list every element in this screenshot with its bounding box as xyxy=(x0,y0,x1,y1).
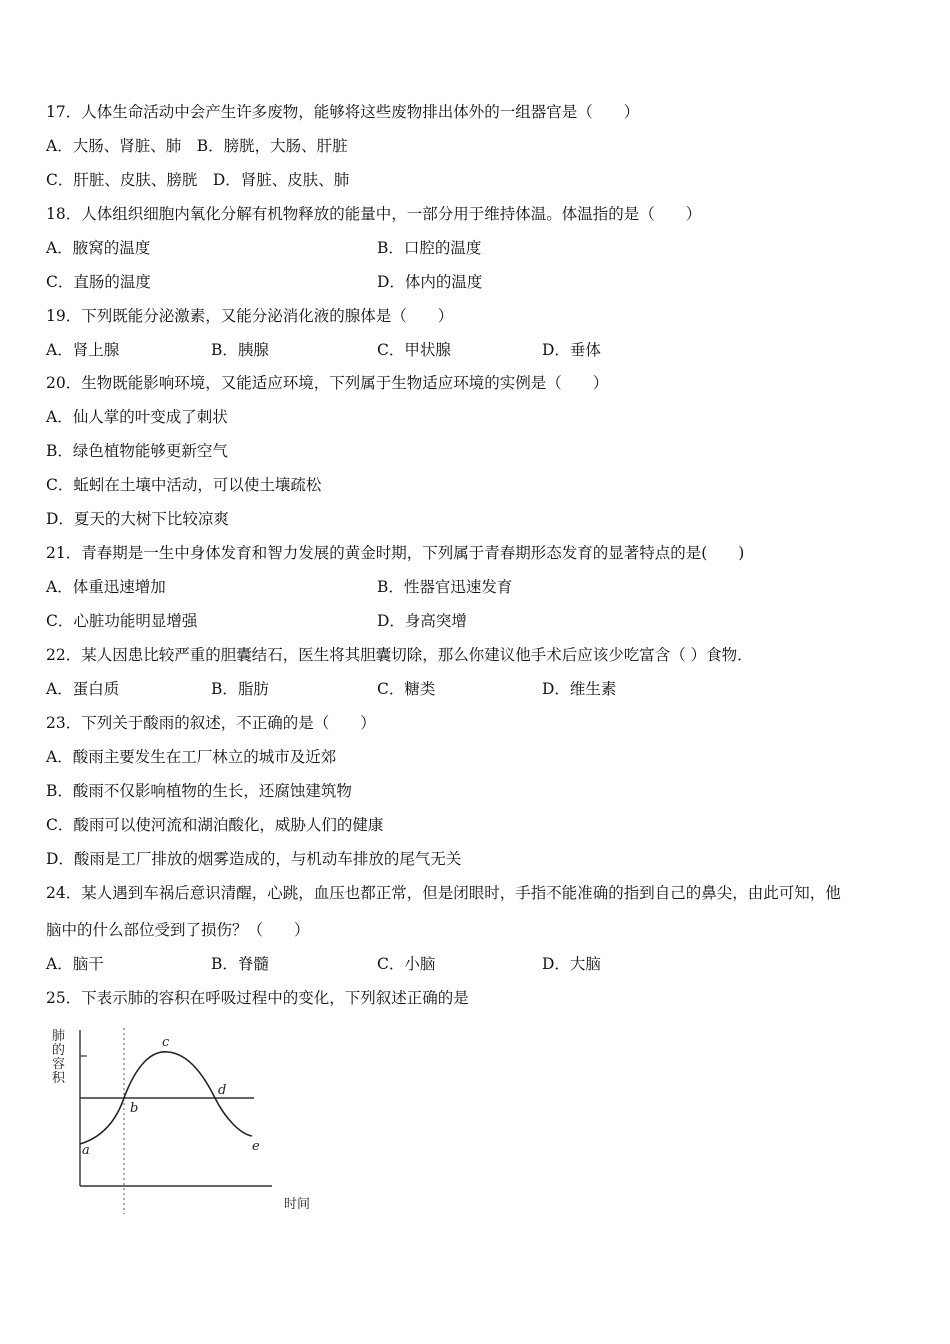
question-18-option-c: C．直肠的温度 xyxy=(46,273,151,291)
question-21-option-b: B．性器官迅速发育 xyxy=(377,578,513,596)
question-18-option-d: D．体内的温度 xyxy=(377,273,483,291)
question-22-option-d: D．维生素 xyxy=(542,680,617,698)
lung-volume-figure xyxy=(40,1018,340,1218)
question-23-option-b: B．酸雨不仅影响植物的生长，还腐蚀建筑物 xyxy=(46,782,352,800)
question-20-option-c: C．蚯蚓在土壤中活动，可以使土壤疏松 xyxy=(46,476,322,494)
question-21-option-a: A．体重迅速增加 xyxy=(46,578,166,596)
question-25-stem: 25．下表示肺的容积在呼吸过程中的变化，下列叙述正确的是 xyxy=(46,989,469,1007)
x-axis-label: 时间 xyxy=(284,1197,311,1212)
point-label-c: c xyxy=(162,1035,170,1050)
question-21-option-c: C．心脏功能明显增强 xyxy=(46,612,198,630)
question-22-option-c: C．糖类 xyxy=(377,680,436,698)
point-label-a: a xyxy=(82,1143,90,1158)
question-19-stem: 19．下列既能分泌激素，又能分泌消化液的腺体是（ ） xyxy=(46,307,454,325)
question-19-option-a: A．肾上腺 xyxy=(46,341,120,359)
point-label-d: d xyxy=(218,1083,227,1098)
question-20-option-d: D．夏天的大树下比较凉爽 xyxy=(46,510,229,528)
question-19-option-c: C．甲状腺 xyxy=(377,341,451,359)
question-23-option-d: D．酸雨是工厂排放的烟雾造成的，与机动车排放的尾气无关 xyxy=(46,850,462,868)
question-20-stem: 20．生物既能影响环境，又能适应环境，下列属于生物适应环境的实例是（ ） xyxy=(46,374,609,392)
point-label-b: b xyxy=(130,1101,139,1116)
question-24-option-d: D．大脑 xyxy=(542,955,601,973)
question-22-option-a: A．蛋白质 xyxy=(46,680,120,698)
question-24-option-c: C．小脑 xyxy=(377,955,436,973)
question-20-option-b: B．绿色植物能够更新空气 xyxy=(46,442,228,460)
question-23-option-a: A．酸雨主要发生在工厂林立的城市及近郊 xyxy=(46,748,337,766)
question-17-options-row-2: C．肝脏、皮肤、膀胱 D．肾脏、皮肤、肺 xyxy=(46,171,350,189)
question-24-stem-continued: 脑中的什么部位受到了损伤？（ ） xyxy=(46,921,310,939)
question-18-option-b: B．口腔的温度 xyxy=(377,239,482,257)
question-17-stem: 17．人体生命活动中会产生许多废物，能够将这些废物排出体外的一组器官是（ ） xyxy=(46,103,640,121)
question-21-option-d: D．身高突增 xyxy=(377,612,467,630)
question-18-stem: 18．人体组织细胞内氧化分解有机物释放的能量中，一部分用于维持体温。体温指的是（ ） xyxy=(46,205,702,223)
question-18-option-a: A．腋窝的温度 xyxy=(46,239,151,257)
question-24-option-b: B．脊髓 xyxy=(211,955,269,973)
point-label-e: e xyxy=(252,1139,260,1154)
question-23-option-c: C．酸雨可以使河流和湖泊酸化，威胁人们的健康 xyxy=(46,816,384,834)
question-17-options-row-1: A．大肠、肾脏、肺 B．膀胱，大肠、肝脏 xyxy=(46,137,348,155)
question-24-stem: 24．某人遇到车祸后意识清醒，心跳，血压也都正常，但是闭眼时，手指不能准确的指到自己的鼻尖，由此可知，他 xyxy=(46,884,841,902)
question-21-stem: 21．青春期是一生中身体发育和智力发展的黄金时期，下列属于青春期形态发育的显著特点的是( ) xyxy=(46,544,745,562)
question-24-option-a: A．脑干 xyxy=(46,955,104,973)
question-22-stem: 22．某人因患比较严重的胆囊结石，医生将其胆囊切除，那么你建议他手术后应该少吃富含（ ）食物． xyxy=(46,646,753,664)
question-19-option-d: D．垂体 xyxy=(542,341,601,359)
y-axis-label: 肺 的 容 积 xyxy=(52,1029,66,1086)
question-20-option-a: A．仙人掌的叶变成了刺状 xyxy=(46,408,228,426)
question-23-stem: 23．下列关于酸雨的叙述，不正确的是（ ） xyxy=(46,714,376,732)
question-22-option-b: B．脂肪 xyxy=(211,680,269,698)
question-19-option-b: B．胰腺 xyxy=(211,341,269,359)
